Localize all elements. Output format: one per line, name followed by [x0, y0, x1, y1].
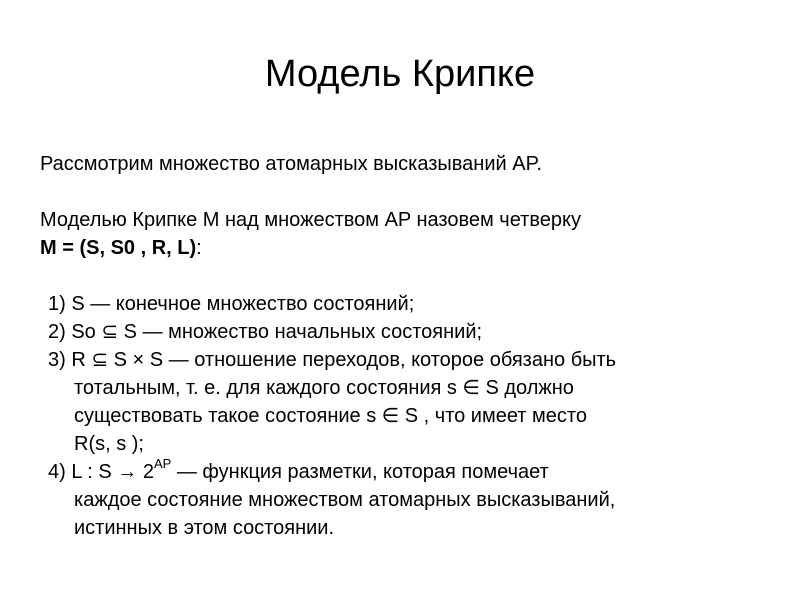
spacer — [40, 178, 760, 206]
list-item-line — [48, 458, 760, 486]
tuple-definition — [40, 234, 760, 262]
slide-body — [40, 150, 760, 542]
labeling-prefix: 4) L : S → 2 — [48, 461, 154, 483]
list-item-line: истинных в этом состоянии. — [74, 517, 335, 539]
list-item-line: существовать такое состояние s ∈ S , что имеет место — [74, 405, 587, 427]
slide-title: Модель Крипке — [264, 53, 536, 95]
labeling-superscript: AP — [153, 456, 172, 472]
list-item-line: 1) S — конечное множество состояний; — [48, 293, 415, 315]
list-item-line: тотальным, т. е. для каждого состояния s ∈ S должно — [74, 377, 574, 399]
list-item-4 — [40, 458, 760, 542]
list-item-2 — [40, 318, 760, 346]
definition-text: Моделью Крипке M над множеством AP назовем четверку — [40, 209, 581, 231]
labeling-suffix: — функция разметки, которая помечает — [171, 461, 549, 483]
list-item-line: 3) R ⊆ S × S — отношение переходов, которое обязано быть — [48, 349, 617, 371]
tuple-colon: : — [196, 237, 202, 259]
list-item-3 — [40, 346, 760, 458]
list-item-1 — [40, 290, 760, 318]
intro-text: Рассмотрим множество атомарных высказываний AP. — [40, 153, 542, 175]
spacer — [40, 262, 760, 290]
list-item-line: 2) So ⊆ S — множество начальных состояний; — [48, 321, 483, 343]
list-item-line: каждое состояние множеством атомарных высказываний, — [74, 489, 616, 511]
list-item-line: R(s, s ); — [74, 433, 144, 455]
tuple-formula: M = (S, S0 , R, L) — [40, 237, 197, 259]
